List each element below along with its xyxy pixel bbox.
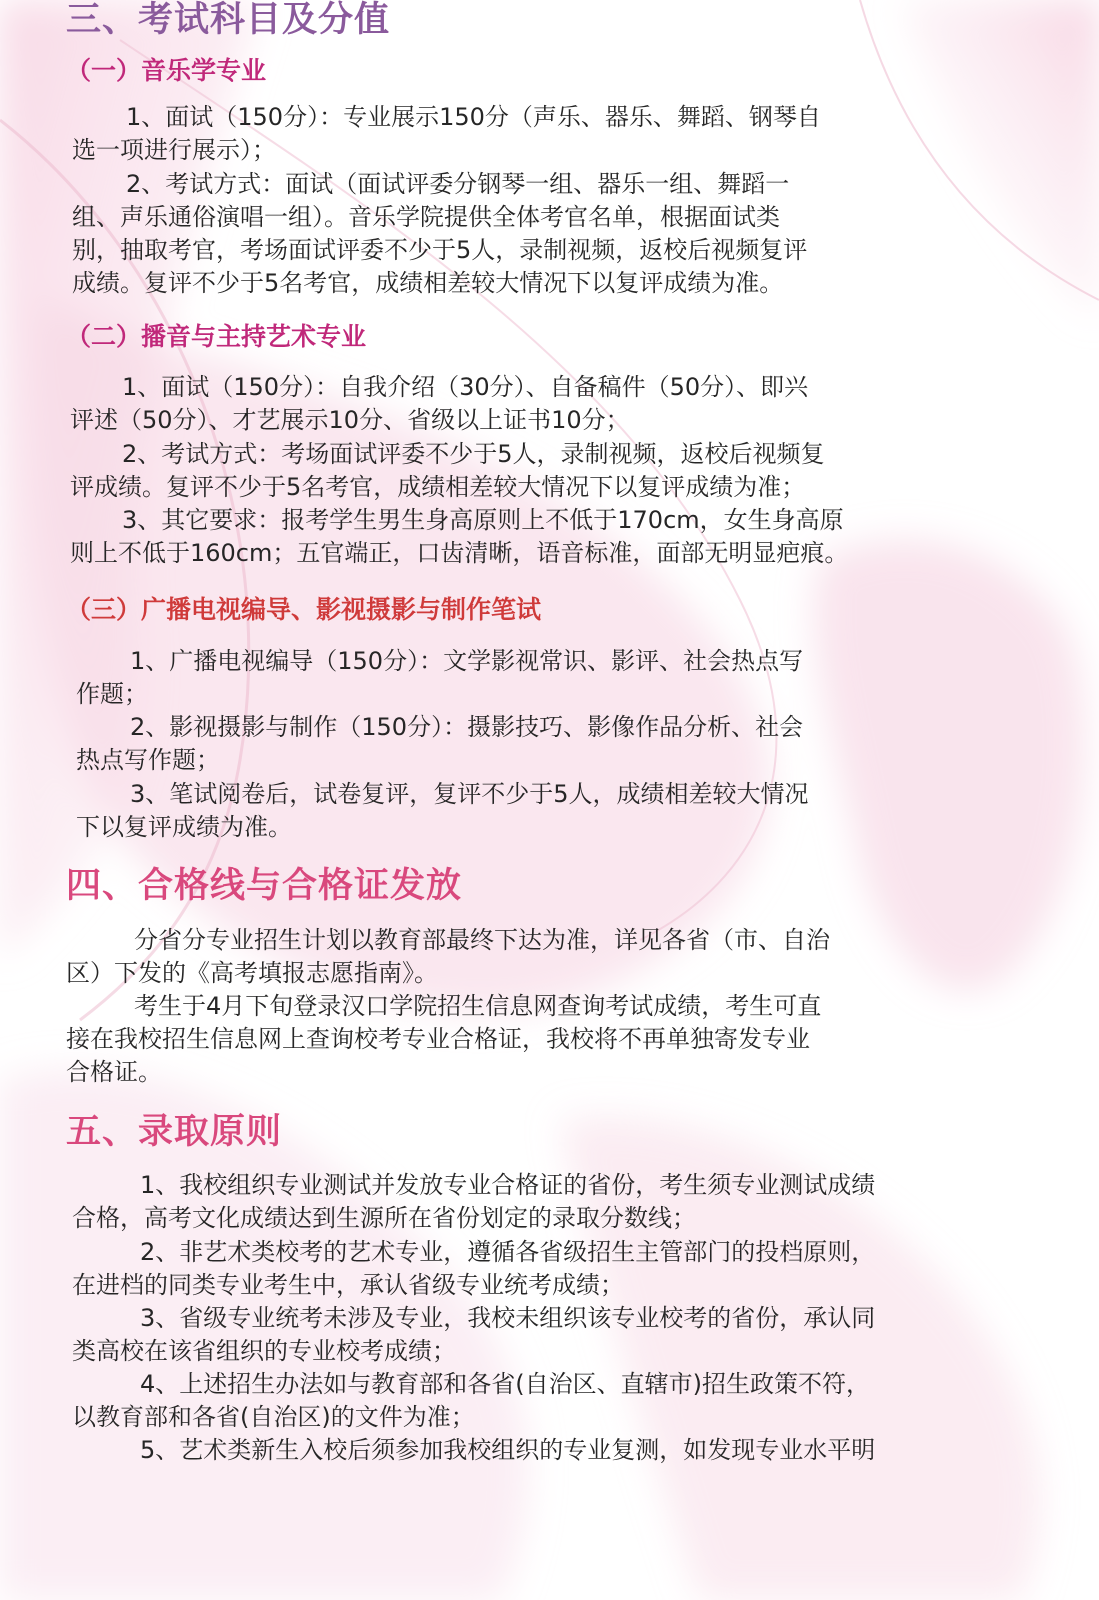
- admission-line-7: 4、上述招生办法如与教育部和各省(自治区、直辖市)招生政策不符，: [140, 1370, 870, 1398]
- qualify-line-3: 考生于4月下旬登录汉口学院招生信息网查询考试成绩，考生可直: [134, 992, 822, 1020]
- writing-line-6: 下以复评成绩为准。: [76, 813, 292, 841]
- admission-line-4: 在进档的同类专业考生中，承认省级专业统考成绩；: [72, 1271, 624, 1299]
- qualify-line-5: 合格证。: [66, 1058, 162, 1086]
- section-5-title: 五、录取原则: [66, 1112, 283, 1152]
- section-4-title: 四、合格线与合格证发放: [66, 866, 463, 906]
- writing-line-4: 热点写作题；: [76, 746, 220, 774]
- qualify-line-1: 分省分专业招生计划以教育部最终下达为准，详见各省（市、自治: [134, 926, 830, 954]
- admission-line-8: 以教育部和各省(自治区)的文件为准；: [72, 1403, 475, 1431]
- subsection-writing-title: （三）广播电视编导、影视摄影与制作笔试: [66, 595, 542, 624]
- broadcast-line-1: 1、面试（150分）：自我介绍（30分）、自备稿件（50分）、即兴: [122, 373, 809, 401]
- music-line-4: 组、声乐通俗演唱一组）。音乐学院提供全体考官名单，根据面试类: [72, 203, 780, 231]
- section-3-title: 三、考试科目及分值: [66, 0, 391, 40]
- admission-line-2: 合格，高考文化成绩达到生源所在省份划定的录取分数线；: [72, 1204, 696, 1232]
- music-line-6: 成绩。复评不少于5名考官，成绩相差较大情况下以复评成绩为准。: [72, 269, 784, 297]
- qualify-line-2: 区）下发的《高考填报志愿指南》。: [66, 959, 438, 987]
- admission-line-5: 3、省级专业统考未涉及专业，我校未组织该专业校考的省份，承认同: [140, 1304, 876, 1332]
- writing-line-1: 1、广播电视编导（150分）：文学影视常识、影评、社会热点写: [130, 647, 804, 675]
- broadcast-line-6: 则上不低于160cm；五官端正，口齿清晰，语音标准，面部无明显疤痕。: [70, 539, 849, 567]
- music-line-5: 别，抽取考官，考场面试评委不少于5人，录制视频，返校后视频复评: [72, 236, 808, 264]
- broadcast-line-4: 评成绩。复评不少于5名考官，成绩相差较大情况下以复评成绩为准；: [70, 473, 806, 501]
- music-line-3: 2、考试方式：面试（面试评委分钢琴一组、器乐一组、舞蹈一: [126, 170, 790, 198]
- music-line-1: 1、面试（150分）：专业展示150分（声乐、器乐、舞蹈、钢琴自: [126, 103, 821, 131]
- broadcast-line-3: 2、考试方式：考场面试评委不少于5人，录制视频，返校后视频复: [122, 440, 825, 468]
- admission-line-9: 5、艺术类新生入校后须参加我校组织的专业复测，如发现专业水平明: [140, 1436, 876, 1464]
- subsection-music-title: （一）音乐学专业: [66, 56, 267, 85]
- admission-line-1: 1、我校组织专业测试并发放专业合格证的省份，考生须专业测试成绩: [140, 1171, 876, 1199]
- subsection-broadcast-title: （二）播音与主持艺术专业: [66, 322, 367, 351]
- writing-line-3: 2、影视摄影与制作（150分）：摄影技巧、影像作品分析、社会: [130, 713, 804, 741]
- broadcast-line-2: 评述（50分）、才艺展示10分、省级以上证书10分；: [70, 406, 630, 434]
- admission-line-3: 2、非艺术类校考的艺术专业，遵循各省级招生主管部门的投档原则，: [140, 1238, 876, 1266]
- broadcast-line-5: 3、其它要求：报考学生男生身高原则上不低于170cm，女生身高原: [122, 506, 844, 534]
- writing-line-2: 作题；: [76, 680, 148, 708]
- qualify-line-4: 接在我校招生信息网上查询校考专业合格证，我校将不再单独寄发专业: [66, 1025, 810, 1053]
- music-line-2: 选一项进行展示）；: [72, 136, 276, 164]
- writing-line-5: 3、笔试阅卷后，试卷复评，复评不少于5人，成绩相差较大情况: [130, 780, 809, 808]
- admission-line-6: 类高校在该省组织的专业校考成绩；: [72, 1337, 456, 1365]
